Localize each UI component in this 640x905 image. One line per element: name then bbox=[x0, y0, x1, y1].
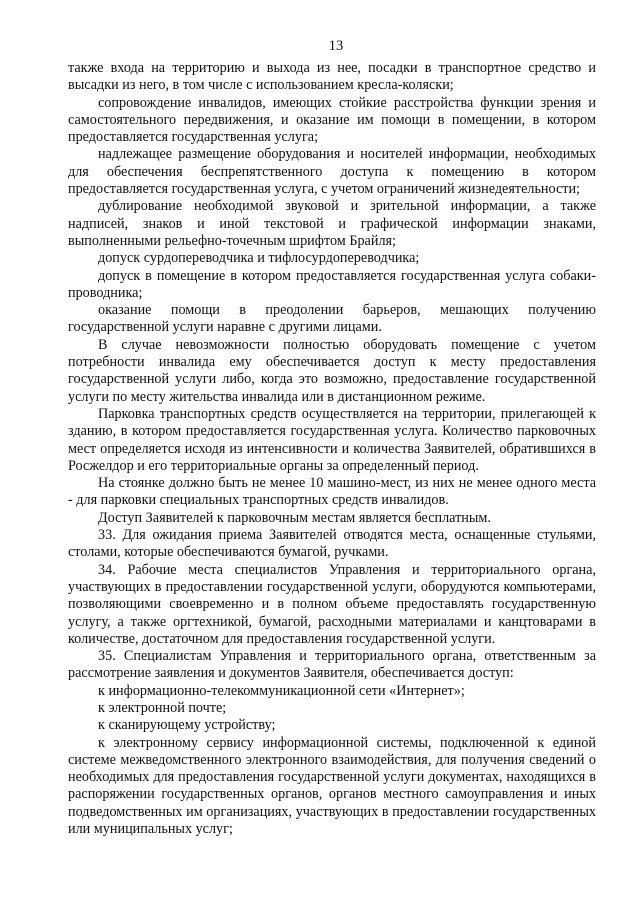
paragraph: Доступ Заявителей к парковочным местам является бесплатным. bbox=[98, 509, 491, 526]
paragraph: допуск сурдопереводчика и тифлосурдопереводчика; bbox=[98, 250, 420, 267]
paragraph: дублирование необходимой звуковой и зрительной информации, а также надписей, знаков и иной текстовой и графической информации знаками, выполненными рельефно-точечным шрифтом Брайля; bbox=[68, 198, 596, 249]
paragraph: надлежащее размещение оборудования и носителей информации, необходимых для обеспечения беспрепятственного доступа к помещению в котором предоставляется государственная услуга, с учетом ограничений жизнедеятельности; bbox=[68, 146, 596, 198]
paragraph: оказание помощи в преодолении барьеров, мешающих получению государственной услуги наравне с другими лицами. bbox=[68, 302, 596, 336]
paragraph: 35. Специалистам Управления и территориального органа, ответственным за рассмотрение заявления и документов Заявителя, обеспечивается доступ: bbox=[68, 648, 596, 682]
paragraph: 34. Рабочие места специалистов Управления и территориального органа, участвующих в предоставлении государственной услуги, оборудуются компьютерами, позволяющими своевременно и в полном объеме предоставлять государственную услугу, а также оргтехникой, бумагой, расходными материалами и канцтоварами в количестве, достаточном для предоставления государственной услуги. bbox=[68, 561, 596, 647]
paragraph: На стоянке должно быть не менее 10 машино-мест, из них не менее одного места - для парковки специальных транспортных средств инвалидов. bbox=[68, 475, 596, 509]
page-number: 13 bbox=[328, 38, 344, 54]
paragraph: допуск в помещение в котором предоставляется государственная услуга собаки-проводника; bbox=[68, 267, 596, 301]
paragraph: В случае невозможности полностью оборудовать помещение с учетом потребности инвалида ему обеспечивается доступ к месту предоставления государственной услуги либо, когда это возможно, предоставление государственной услуги по месту жительства инвалида или в дистанционном режиме. bbox=[68, 336, 596, 405]
paragraph: также входа на территорию и выхода из нее, посадки в транспортное средство и высадки из него, в том числе с использованием кресла-коляски; bbox=[68, 60, 596, 94]
paragraph: сопровождение инвалидов, имеющих стойкие расстройства функции зрения и самостоятельного передвижения, и оказание им помощи в помещении, в котором предоставляется государственная услуга; bbox=[68, 94, 596, 146]
paragraph: 33. Для ожидания приема Заявителей отводятся места, оснащенные стульями, столами, которые обеспечиваются бумагой, ручками. bbox=[68, 527, 596, 561]
document-body bbox=[68, 60, 596, 838]
paragraph: Парковка транспортных средств осуществляется на территории, прилегающей к зданию, в котором предоставляется государственная услуга. Количество парковочных мест определяется исходя из интенсивности и количества Заявителей, обратившихся в Росжелдор и его территориальные органы за определенный период. bbox=[68, 405, 596, 474]
paragraph: к электронному сервису информационной системы, подключенной к единой системе межведомственного электронного взаимодействия, для получения сведений о необходимых для предоставления государственной услуги документах, находящихся в распоряжении государственных органов, органов местного самоуправления и иных подведомственных им организациях, участвующих в предоставлении государственных или муниципальных услуг; bbox=[68, 734, 596, 838]
paragraph: к информационно-телекоммуникационной сети «Интернет»; bbox=[98, 682, 465, 699]
paragraph: к сканирующему устройству; bbox=[98, 717, 276, 734]
paragraph: к электронной почте; bbox=[98, 699, 227, 716]
